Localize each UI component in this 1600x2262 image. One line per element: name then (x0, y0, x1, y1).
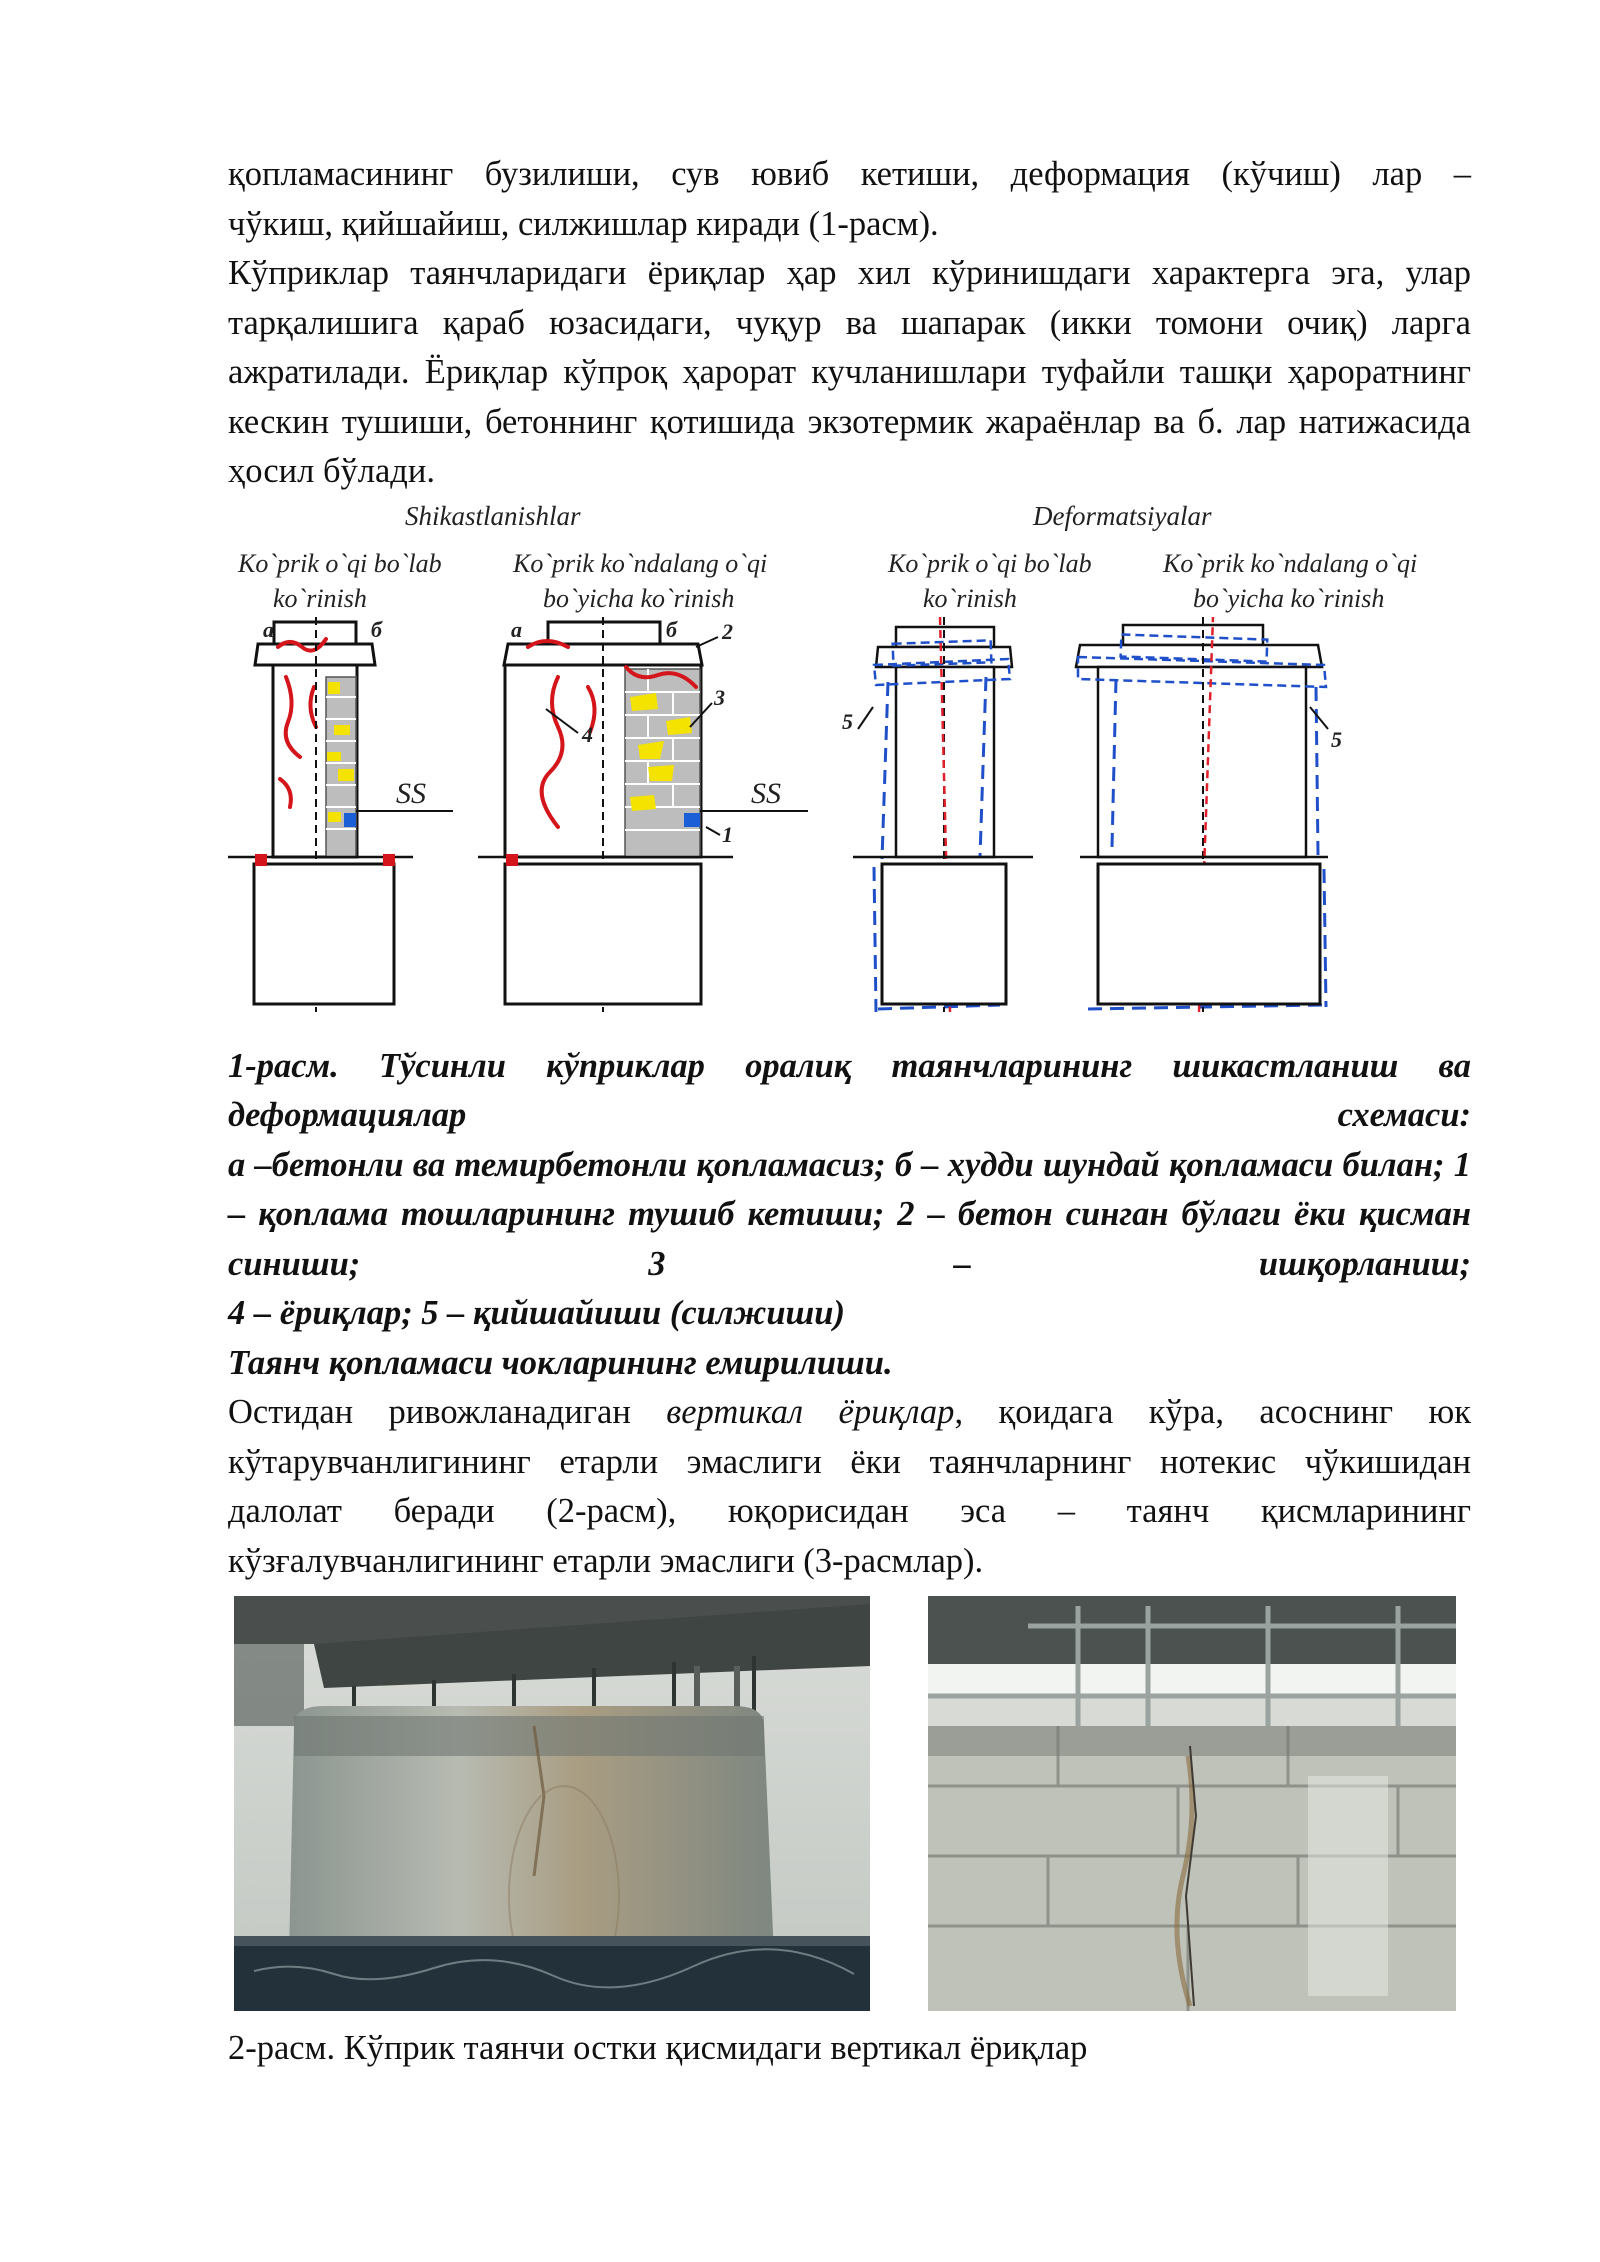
pier-2-damage-transverse (478, 617, 808, 1012)
marker-3: 3 (714, 684, 725, 710)
marker-5-right: 5 (1331, 726, 1342, 752)
paragraph-3-start: Остидан ривожланадиган (228, 1393, 667, 1431)
pier-4-deformation-transverse (1076, 617, 1342, 1012)
marker-a: a (263, 616, 274, 642)
marker-a-2: a (511, 616, 522, 642)
caption-word-schemes: схемаси: (1337, 1096, 1471, 1134)
group-title-deformations: Deformatsiyalar (1033, 500, 1212, 531)
paragraph-1-line-2: чўкиш, қийшайиш, силжишлар киради (1-расм). (228, 204, 939, 243)
view-label-1-line-1: Ko`prik o`qi bo`lab (238, 548, 442, 578)
photo-right-pier-masonry (928, 1596, 1456, 2011)
figure-1-caption-legend: а –бетонли ва темирбетонли қопламасиз; б – худди шундай қопламаси билан; 1 – қоплама тошларининг тушиб кетиши; 2 – бетон синган бўлаги ёки қисман синиши; 3 – ишқорланиш; (228, 1145, 1471, 1283)
marker-ss-2: SS (751, 776, 781, 810)
paragraph-1-line-1: қопламасининг бузилиши, сув ювиб кетиши, деформация (кўчиш) лар – (228, 155, 1471, 193)
marker-b: б (371, 616, 382, 642)
marker-ss-1: SS (396, 776, 426, 810)
view-label-4-line-1: Ko`prik ko`ndalang o`qi (1163, 548, 1418, 578)
view-label-2-line-1: Ko`prik ko`ndalang o`qi (513, 548, 768, 578)
view-label-1-line-2: ko`rinish (273, 583, 367, 613)
pier-3-deformation-longitudinal (842, 617, 1033, 1012)
marker-2: 2 (722, 618, 733, 644)
figure-2-photos (228, 1596, 1471, 2016)
paragraph-3-italic-term: вертикал ёриқлар (666, 1393, 955, 1431)
marker-4: 4 (582, 721, 593, 747)
paragraph-2: Кўприклар таянчларидаги ёриқлар ҳар хил кўринишдаги характерга эга, улар тарқалишига қараб юзасидаги, чуқур ва шапарак (икки томони очиқ) ларга ажратилади. Ёриқлар кўпроқ ҳарорат кучланишлари туфайли ташқи ҳароратнинг кескин тушиши, бетоннинг қотишида экзотермик жараёнлар ва б. лар натижасида ҳосил бўлади. (228, 254, 1471, 490)
caption-word-deformations: деформациялар (228, 1096, 467, 1134)
marker-b-2: б (666, 616, 677, 642)
marker-5-left: 5 (842, 708, 853, 734)
figure-1-caption-line-1: 1-расм. Тўсинли кўприклар оралиқ таянчларининг шикастланиш ва (228, 1046, 1471, 1085)
figure-1-drawing (228, 497, 1471, 1042)
view-label-3-line-2: ko`rinish (923, 583, 1017, 613)
view-label-4-line-2: bo`yicha ko`rinish (1193, 583, 1385, 613)
paragraph-3-end: , қоидага кўра, асоснинг юк кўтарувчанлигининг етарли эмаслиги ёки таянчларнинг нотекис чўкишидан далолат беради (2-расм), юқорисидан эса – таянч қисмларининг кўзғалувчанлигининг етарли эмаслиги (3-расмлар). (228, 1393, 1471, 1580)
figure-1-caption-line-2 (228, 1091, 1471, 1141)
figure-1-schemes (228, 497, 1471, 1042)
group-title-damages: Shikastlanishlar (405, 500, 581, 531)
paragraph-3 (228, 1388, 1471, 1586)
figure-1-caption-legend-end: 4 – ёриқлар; 5 – қийшайиши (силжиши) (228, 1294, 845, 1332)
pier-1-damage-longitudinal (228, 617, 453, 1012)
view-label-2-line-2: bo`yicha ko`rinish (543, 583, 735, 613)
document-page (228, 150, 1471, 2108)
figure-2-caption: 2-расм. Кўприк таянчи остки қисмидаги вертикал ёриқлар (228, 2029, 1088, 2067)
section-heading-joints: Таянч қопламаси чокларининг емирилиши. (228, 1343, 893, 1382)
marker-1: 1 (722, 821, 733, 847)
view-label-3-line-1: Ko`prik o`qi bo`lab (888, 548, 1092, 578)
photo-left-pier-in-water (234, 1596, 870, 2011)
